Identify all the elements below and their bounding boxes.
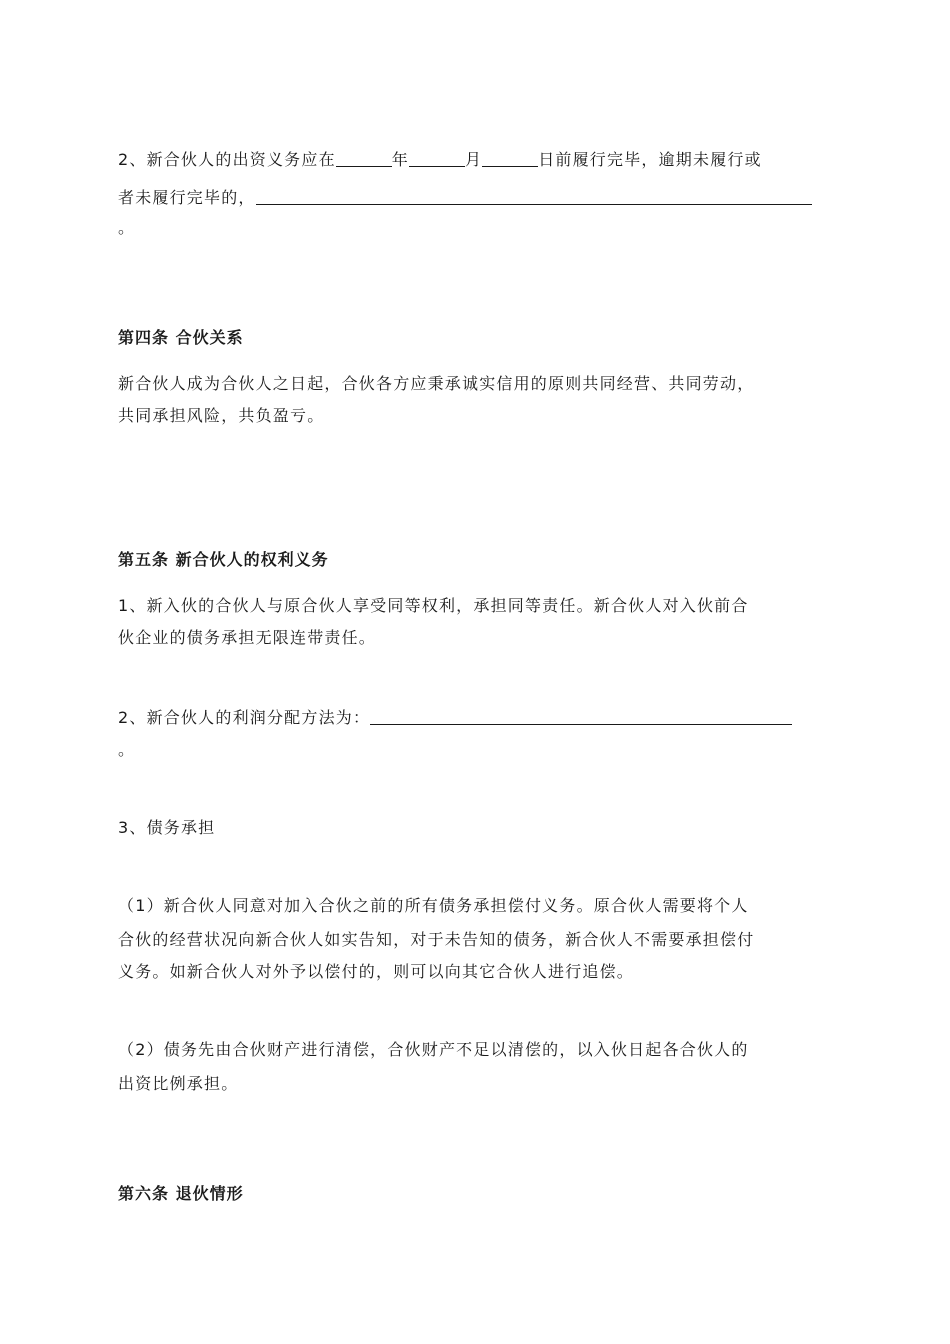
year-blank[interactable]	[336, 148, 392, 167]
debt-item2-line2: 出资比例承担。	[118, 1074, 239, 1093]
section-5-heading: 第五条 新合伙人的权利义务	[118, 550, 329, 569]
deadline-clause-line1	[118, 148, 762, 172]
profit-distribution-label: 2、新合伙人的利润分配方法为：	[118, 708, 371, 727]
deadline-clause-line2-text: 者未履行完毕的，	[118, 188, 256, 207]
section-5-clause1-line2: 伙企业的债务承担无限连带责任。	[118, 628, 377, 647]
section-5-clause1-line1: 1、新入伙的合伙人与原合伙人享受同等权利，承担同等责任。新合伙人对入伙前合	[118, 596, 749, 615]
section-6-heading: 第六条 退伙情形	[118, 1184, 244, 1203]
debt-item1-line1: （1）新合伙人同意对加入合伙之前的所有债务承担偿付义务。原合伙人需要将个人	[118, 896, 749, 915]
consequence-blank[interactable]	[256, 186, 812, 205]
month-blank[interactable]	[409, 148, 465, 167]
debt-item1-line2: 合伙的经营状况向新合伙人如实告知，对于未告知的债务，新合伙人不需要承担偿付	[118, 930, 755, 949]
profit-distribution-line	[118, 706, 792, 730]
deadline-clause-end: 。	[118, 218, 136, 237]
deadline-clause-line2	[118, 186, 812, 210]
month-label: 月	[464, 150, 483, 169]
profit-distribution-end: 。	[118, 740, 136, 759]
debt-item2-line1: （2）债务先由合伙财产进行清偿，合伙财产不足以清偿的，以入伙日起各合伙人的	[118, 1040, 749, 1059]
section-4-body-line2: 共同承担风险，共负盈亏。	[118, 406, 325, 425]
year-label: 年	[391, 150, 409, 169]
debt-item1-line3: 义务。如新合伙人对外予以偿付的，则可以向其它合伙人进行追偿。	[118, 962, 635, 981]
section-4-body-line1: 新合伙人成为合伙人之日起，合伙各方应秉承诚实信用的原则共同经营、共同劳动，	[118, 374, 755, 393]
day-suffix: 日前履行完毕，逾期未履行或	[538, 150, 762, 169]
day-blank[interactable]	[482, 148, 538, 167]
profit-distribution-blank[interactable]	[370, 706, 792, 725]
section-4-heading: 第四条 合伙关系	[118, 328, 244, 347]
debt-clause-heading: 3、债务承担	[118, 818, 216, 837]
deadline-clause-prefix: 2、新合伙人的出资义务应在	[118, 150, 336, 169]
